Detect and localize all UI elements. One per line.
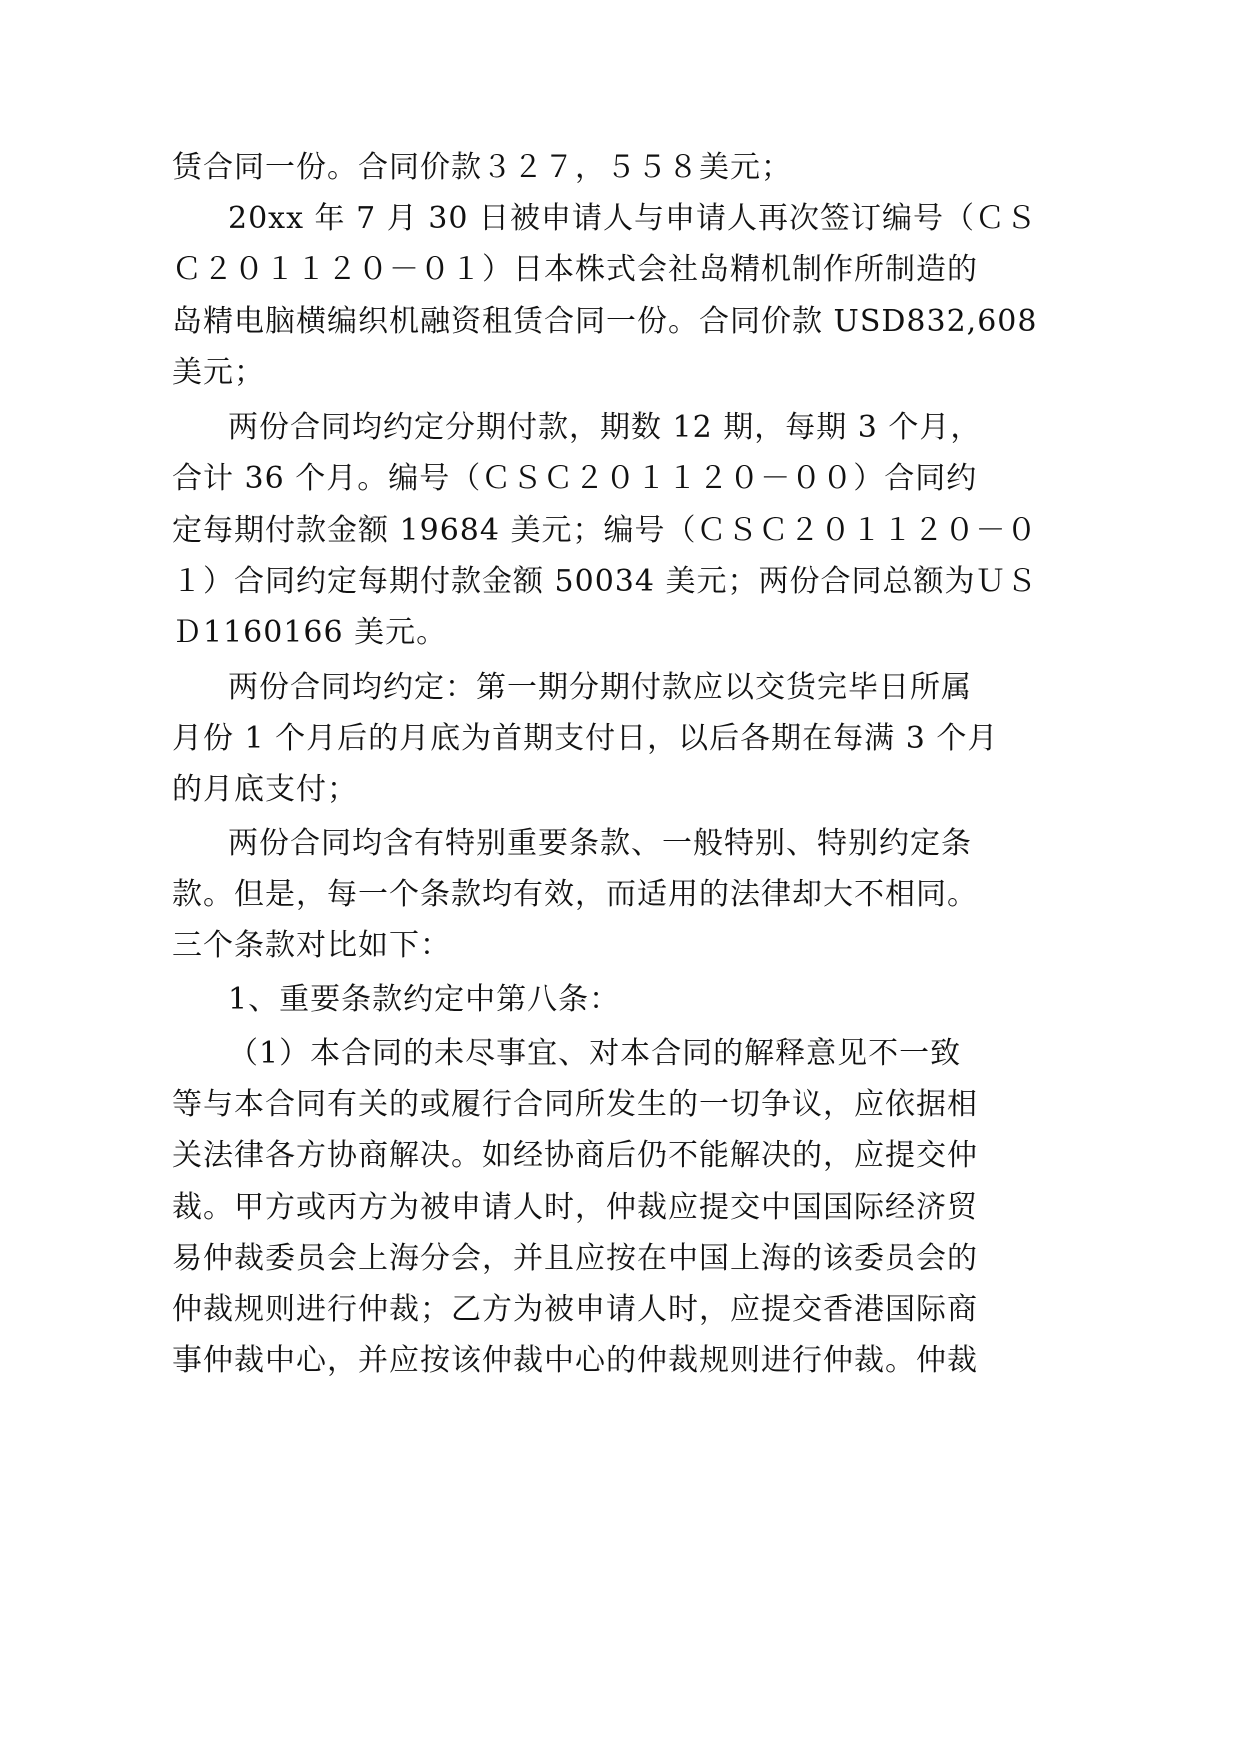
- text-line: 定每期付款金额 19684 美元；编号（ＣＳＣ２０１１２０－０: [172, 513, 1038, 548]
- text-line: １）合同约定每期付款金额 50034 美元；两份合同总额为ＵＳ: [172, 564, 1038, 599]
- text-line: 三个条款对比如下：: [172, 928, 451, 963]
- text-line: Ｄ1160166 美元。: [172, 615, 448, 650]
- text-line: （1）本合同的未尽事宜、对本合同的解释意见不一致: [228, 1036, 962, 1071]
- text-line: 月份 1 个月后的月底为首期支付日，以后各期在每满 3 个月: [172, 721, 999, 756]
- text-line: 赁合同一份。合同价款３２７，５５８美元；: [172, 150, 792, 185]
- text-line: 易仲裁委员会上海分会，并且应按在中国上海的该委员会的: [172, 1241, 978, 1276]
- text-line: 仲裁规则进行仲裁；乙方为被申请人时，应提交香港国际商: [172, 1292, 978, 1327]
- text-line: 美元；: [172, 355, 265, 390]
- text-line: 关法律各方协商解决。如经协商后仍不能解决的，应提交仲: [172, 1138, 978, 1173]
- text-line: 款。但是，每一个条款均有效，而适用的法律却大不相同。: [172, 877, 978, 912]
- text-line: 两份合同均约定：第一期分期付款应以交货完毕日所属: [228, 670, 972, 705]
- text-line: 岛精电脑横编织机融资租赁合同一份。合同价款 USD832,608: [172, 304, 1038, 339]
- text-line: Ｃ２０１１２０－０１）日本株式会社岛精机制作所制造的: [172, 252, 978, 287]
- text-line: 事仲裁中心，并应按该仲裁中心的仲裁规则进行仲裁。仲裁: [172, 1343, 978, 1378]
- text-line: 两份合同均约定分期付款，期数 12 期，每期 3 个月，: [228, 410, 982, 445]
- text-line: 1、重要条款约定中第八条：: [228, 982, 621, 1017]
- text-line: 两份合同均含有特别重要条款、一般特别、特别约定条: [228, 826, 972, 861]
- text-line: 合计 36 个月。编号（ＣＳＣ２０１１２０－００）合同约: [172, 461, 978, 496]
- text-line: 的月底支付；: [172, 772, 358, 807]
- text-line: 等与本合同有关的或履行合同所发生的一切争议，应依据相: [172, 1087, 978, 1122]
- text-line: 裁。甲方或丙方为被申请人时，仲裁应提交中国国际经济贸: [172, 1190, 978, 1225]
- text-line: 20xx 年 7 月 30 日被申请人与申请人再次签订编号（ＣＳ: [228, 201, 1037, 236]
